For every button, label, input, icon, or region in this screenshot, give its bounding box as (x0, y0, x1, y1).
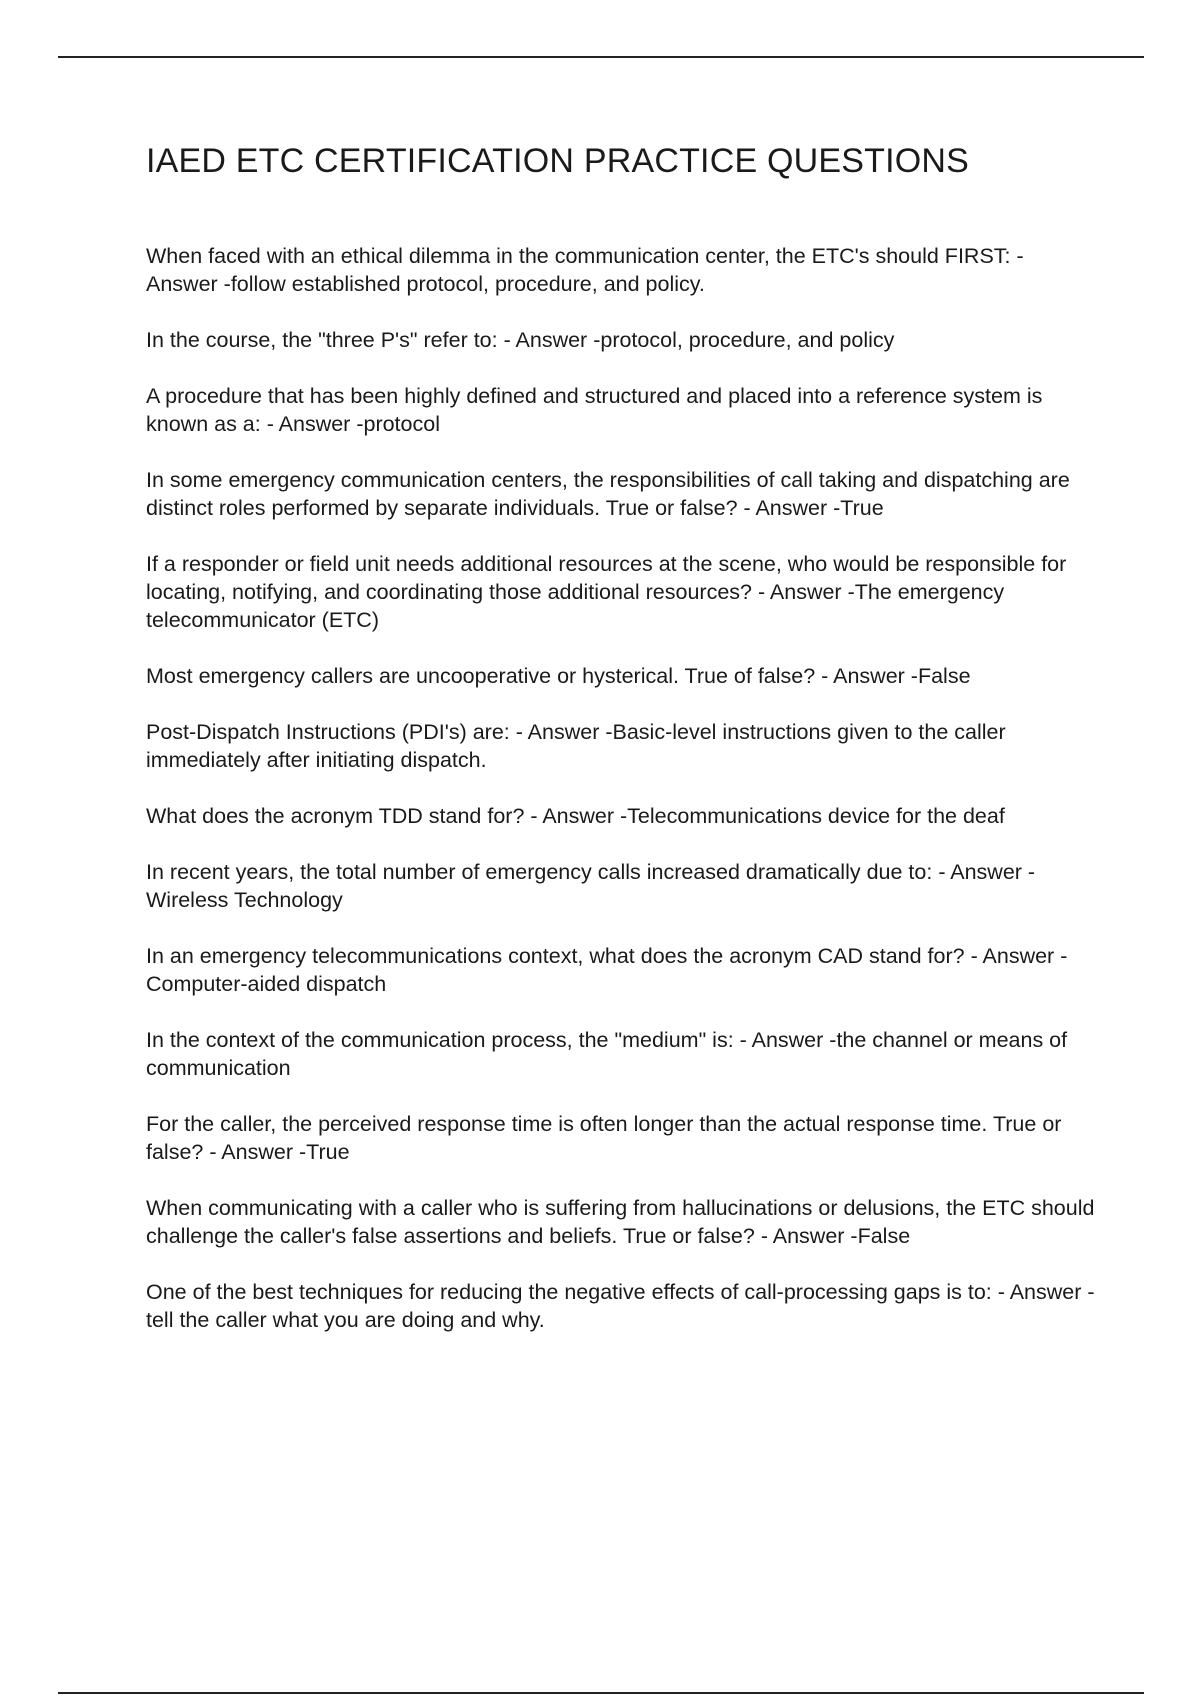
answer-separator: - Answer - (964, 944, 1068, 968)
answer-separator: - Answer - (815, 664, 918, 688)
answer-separator: - Answer - (509, 720, 613, 744)
qa-item (146, 662, 1096, 690)
question-text: In the course, the "three P's" refer to: (146, 328, 498, 352)
answer-separator: - Answer - (497, 328, 601, 352)
qa-item (146, 466, 1096, 522)
qa-list (146, 242, 1096, 1362)
bottom-rule (58, 1692, 1144, 1694)
answer-text: tell the caller what you are doing and why. (146, 1308, 545, 1332)
answer-text: protocol, procedure, and policy (600, 328, 895, 352)
qa-item (146, 1026, 1096, 1082)
answer-separator: - Answer - (737, 496, 841, 520)
question-text: If a responder or field unit needs additional resources at the scene, who would be responsible for locating, notifying, and coordinating those additional resources? (146, 552, 1067, 604)
qa-item (146, 718, 1096, 774)
answer-separator: - Answer - (932, 860, 1036, 884)
question-text: For the caller, the perceived response time is often longer than the actual response time. True or false? (146, 1112, 1062, 1164)
question-text: Most emergency callers are uncooperative or hysterical. True of false? (146, 664, 816, 688)
answer-text: the channel or means of communication (146, 1028, 1068, 1080)
answer-separator: - Answer - (991, 1280, 1095, 1304)
question-text: Post-Dispatch Instructions (PDI's) are: (146, 720, 510, 744)
qa-item (146, 858, 1096, 914)
answer-text: Basic-level instructions given to the caller immediately after initiating dispatch. (146, 720, 1006, 772)
answer-text: False (917, 664, 971, 688)
qa-item (146, 326, 1096, 354)
answer-text: True (840, 496, 884, 520)
qa-item (146, 942, 1096, 998)
answer-text: protocol (363, 412, 440, 436)
answer-text: follow established protocol, procedure, and policy. (230, 272, 705, 296)
top-rule (58, 56, 1144, 58)
qa-item (146, 382, 1096, 438)
question-text: In the context of the communication process, the "medium" is: (146, 1028, 734, 1052)
answer-text: The emergency telecommunicator (ETC) (146, 580, 1005, 632)
qa-item (146, 802, 1096, 830)
question-text: In some emergency communication centers, the responsibilities of call taking and dispatching are distinct roles performed by separate individuals. True or false? (146, 468, 1070, 520)
qa-item (146, 550, 1096, 634)
answer-text: Telecommunications device for the deaf (627, 804, 1005, 828)
answer-text: False (857, 1224, 911, 1248)
answer-separator: - Answer - (754, 1224, 858, 1248)
question-text: In an emergency telecommunications context, what does the acronym CAD stand for? (146, 944, 965, 968)
question-text: When communicating with a caller who is suffering from hallucinations or delusions, the ETC should challenge the caller's false assertions and beliefs. True or false? (146, 1196, 1095, 1248)
question-text: What does the acronym TDD stand for? (146, 804, 525, 828)
question-text: In recent years, the total number of emergency calls increased dramatically due to: (146, 860, 933, 884)
qa-item (146, 1278, 1096, 1334)
question-text: When faced with an ethical dilemma in the communication center, the ETC's should FIRST: (146, 244, 1011, 268)
qa-item (146, 1110, 1096, 1166)
answer-separator: - Answer - (203, 1140, 307, 1164)
document-title: IAED ETC CERTIFICATION PRACTICE QUESTIONS (146, 142, 970, 180)
answer-separator: - Answer - (146, 244, 1024, 296)
qa-item (146, 1194, 1096, 1250)
answer-separator: - Answer - (524, 804, 628, 828)
question-text: One of the best techniques for reducing the negative effects of call-processing gaps is to: (146, 1280, 992, 1304)
answer-separator: - Answer - (751, 580, 855, 604)
answer-separator: - Answer - (260, 412, 364, 436)
answer-text: Wireless Technology (146, 888, 343, 912)
answer-text: Computer-aided dispatch (146, 972, 387, 996)
answer-text: True (306, 1140, 350, 1164)
qa-item (146, 242, 1096, 298)
question-text: A procedure that has been highly defined and structured and placed into a reference system is known as a: (146, 384, 1043, 436)
answer-separator: - Answer - (733, 1028, 837, 1052)
